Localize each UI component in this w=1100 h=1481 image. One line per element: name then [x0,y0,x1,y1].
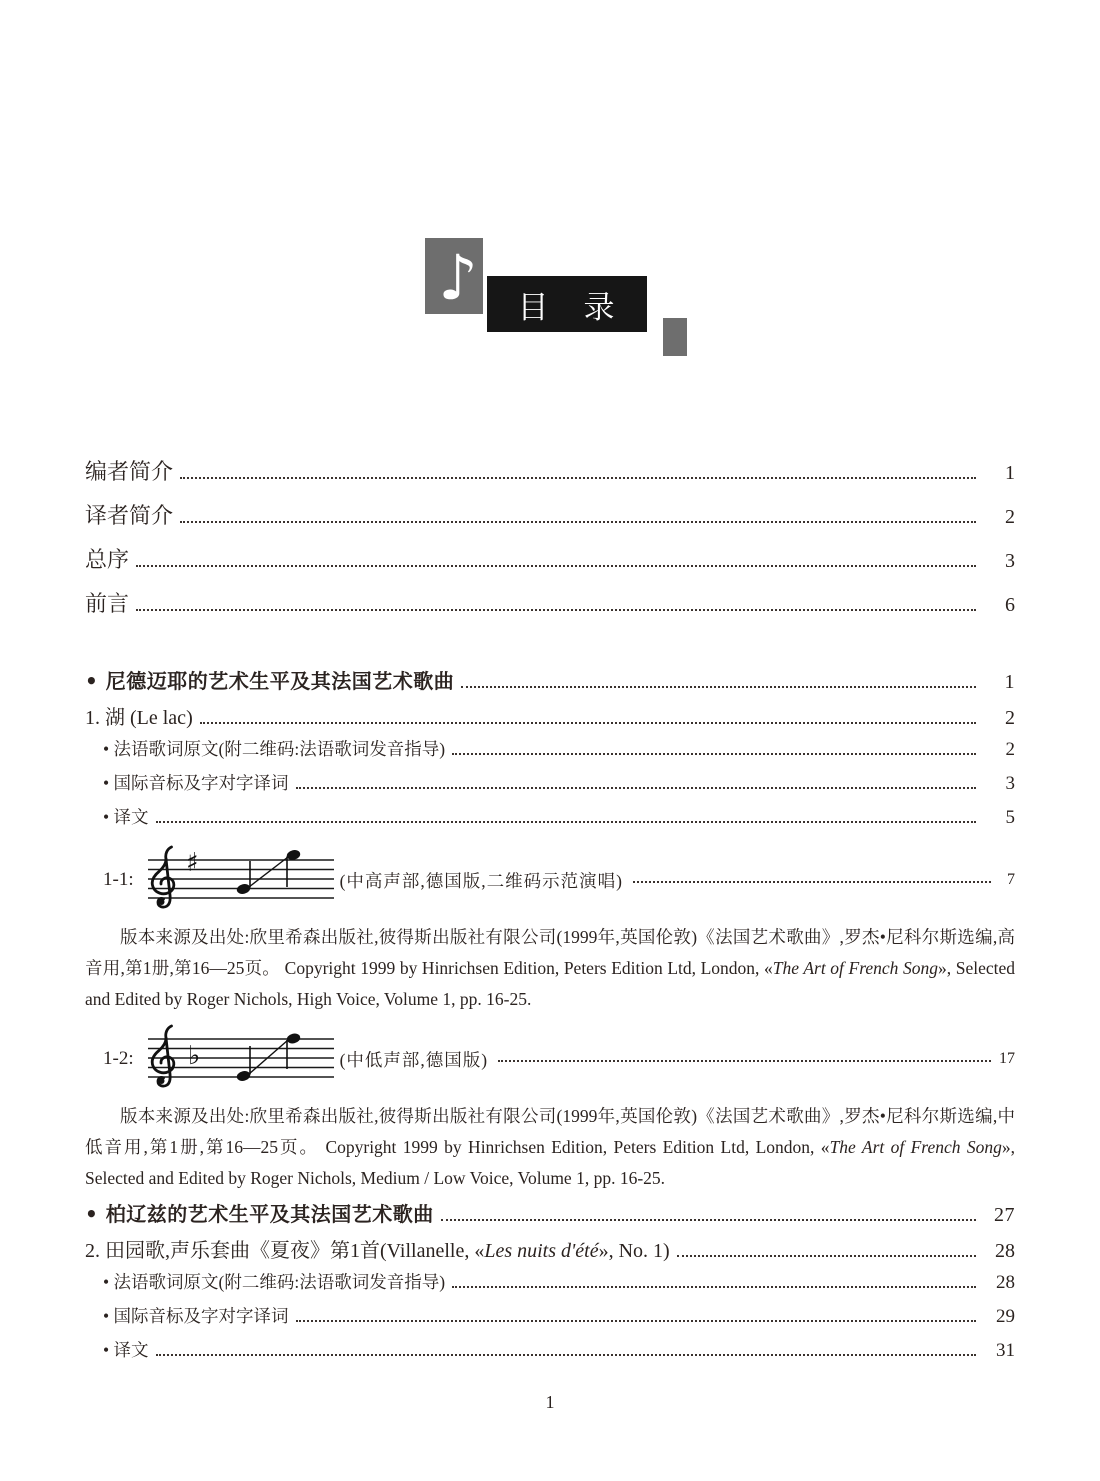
accent-square [663,318,687,356]
score-caption: (中高声部,德国版,二维码示范演唱) [339,870,624,891]
section-heading-label: • 柏辽兹的艺术生平及其法国艺术歌曲 [85,1202,434,1226]
toc-row-ipa-gloss-1 [85,770,1015,804]
sharp-accidental: ♯ [185,848,199,878]
flat-accidental: ♭ [187,1041,200,1071]
dot-leader [180,474,976,479]
toc-row-editor-intro [85,455,1015,499]
toc-row-ipa-gloss-2 [85,1303,1015,1337]
dot-leader [452,1283,976,1288]
toc-row-villanelle [85,1234,1015,1269]
dot-leader [677,1252,976,1257]
toc-row-score-1-1 [85,840,1015,920]
source-en-text: », Selected and Edited by Roger Nichols, High Voice, Volume 1, pp. 16-25. [85,958,1016,1009]
page-number: 28 [996,1272,1015,1293]
toc-row-translation-2 [85,1337,1015,1371]
footer-page-number: 1 [545,1392,555,1412]
toc-row-french-lyrics-2 [85,1269,1015,1303]
source-zh-text: 版本来源及出处:欣里希森出版社,彼得斯出版社有限公司(1999年,英国伦敦)《法国艺术歌曲》,罗杰•尼科尔斯选编,中低音用,第1册,第16—25页。 [85,1106,1015,1157]
entry-label: 总序 [85,547,130,572]
entry-label [85,1234,670,1263]
score-label: 1-2: [103,1048,134,1069]
page-number: 2 [1005,739,1015,760]
dot-leader [633,878,991,883]
table-of-contents [85,455,1015,1371]
score-caption: (中低声部,德国版) [339,1049,489,1070]
score-label: 1-1: [103,869,134,890]
dot-leader [452,750,976,755]
source-title-italic: The Art of French Song [772,958,938,978]
eighth-note-icon: ♪ [438,241,478,314]
section-heading-label: • 尼德迈耶的艺术生平及其法国艺术歌曲 [85,669,455,693]
entry-label: • 国际音标及字对字译词 [103,1306,289,1326]
dot-leader [498,1057,991,1062]
entry-label: 1. 湖 (Le lac) [85,707,193,729]
page-number: 27 [994,1204,1015,1226]
source-en-text: », Selected and Edited by Roger Nichols, Medium / Low Voice, Volume 1, pp. 16-25. [85,1137,1015,1188]
toc-row-foreword [85,587,1015,631]
dot-leader [180,518,976,523]
toc-section-heading-berlioz [85,1198,1015,1234]
page-number: 31 [996,1340,1015,1361]
entry-label-suffix: », No. 1) [598,1240,670,1262]
page-number: 17 [999,1050,1015,1067]
source-zh-text: 版本来源及出处:欣里希森出版社,彼得斯出版社有限公司(1999年,英国伦敦)《法国艺术歌曲》,罗杰•尼科尔斯选编,高音用,第1册,第16—25页。 [85,927,1015,978]
dot-leader [156,1351,976,1356]
entry-label: 译者简介 [85,503,174,528]
page-number: 29 [996,1306,1015,1327]
entry-label-italic: Les nuits d'été [484,1240,599,1262]
page-number: 2 [1005,506,1015,528]
page-number: 2 [1005,707,1015,729]
page-number: 7 [1007,871,1015,888]
source-en-text: Copyright 1999 by Hinrichsen Edition, Peters Edition Ltd, London, « [325,1137,830,1157]
entry-label: • 法语歌词原文(附二维码:法语歌词发音指导) [103,1272,446,1292]
source-en-text: Copyright 1999 by Hinrichsen Edition, Peters Edition Ltd, London, « [284,958,773,978]
page-number: 3 [1005,550,1015,572]
entry-label: • 译文 [103,1340,149,1360]
page-number: 6 [1005,594,1015,616]
dot-leader [136,562,976,567]
page-number: 28 [995,1240,1015,1262]
dot-leader [136,606,976,611]
toc-section-heading-niedermeyer [85,665,1015,701]
music-note-icon-square [425,238,483,314]
entry-label: • 法语歌词原文(附二维码:法语歌词发音指导) [103,739,446,759]
dot-leader [296,1317,976,1322]
staff-incipit-1-2-icon [140,1019,336,1099]
dot-leader [441,1216,976,1221]
staff-incipit-1-1-icon [140,840,336,920]
source-note-medium-low-voice [85,1101,1015,1194]
entry-label: 前言 [85,591,130,616]
toc-row-translation-1 [85,804,1015,838]
page-number: 3 [1005,773,1015,794]
toc-row-score-1-2 [85,1019,1015,1099]
toc-row-french-lyrics-1 [85,736,1015,770]
entry-label: 编者简介 [85,459,174,484]
toc-row-general-preface [85,543,1015,587]
page-title: 目 录 [517,289,617,325]
dot-leader [296,784,976,789]
page-number: 5 [1005,807,1015,828]
toc-row-translator-intro [85,499,1015,543]
entry-label-prefix: 2. 田园歌,声乐套曲《夏夜》第1首(Villanelle, « [85,1240,485,1262]
page-number: 1 [1004,671,1015,693]
dot-leader [156,818,976,823]
entry-label: • 译文 [103,807,149,827]
entry-label: • 国际音标及字对字译词 [103,773,289,793]
toc-row-le-lac [85,701,1015,736]
dot-leader [200,719,976,724]
source-note-high-voice [85,922,1015,1015]
toc-title-box [487,276,647,332]
source-title-italic: The Art of French Song [829,1137,1002,1157]
page-number: 1 [1005,462,1015,484]
dot-leader [461,683,976,688]
